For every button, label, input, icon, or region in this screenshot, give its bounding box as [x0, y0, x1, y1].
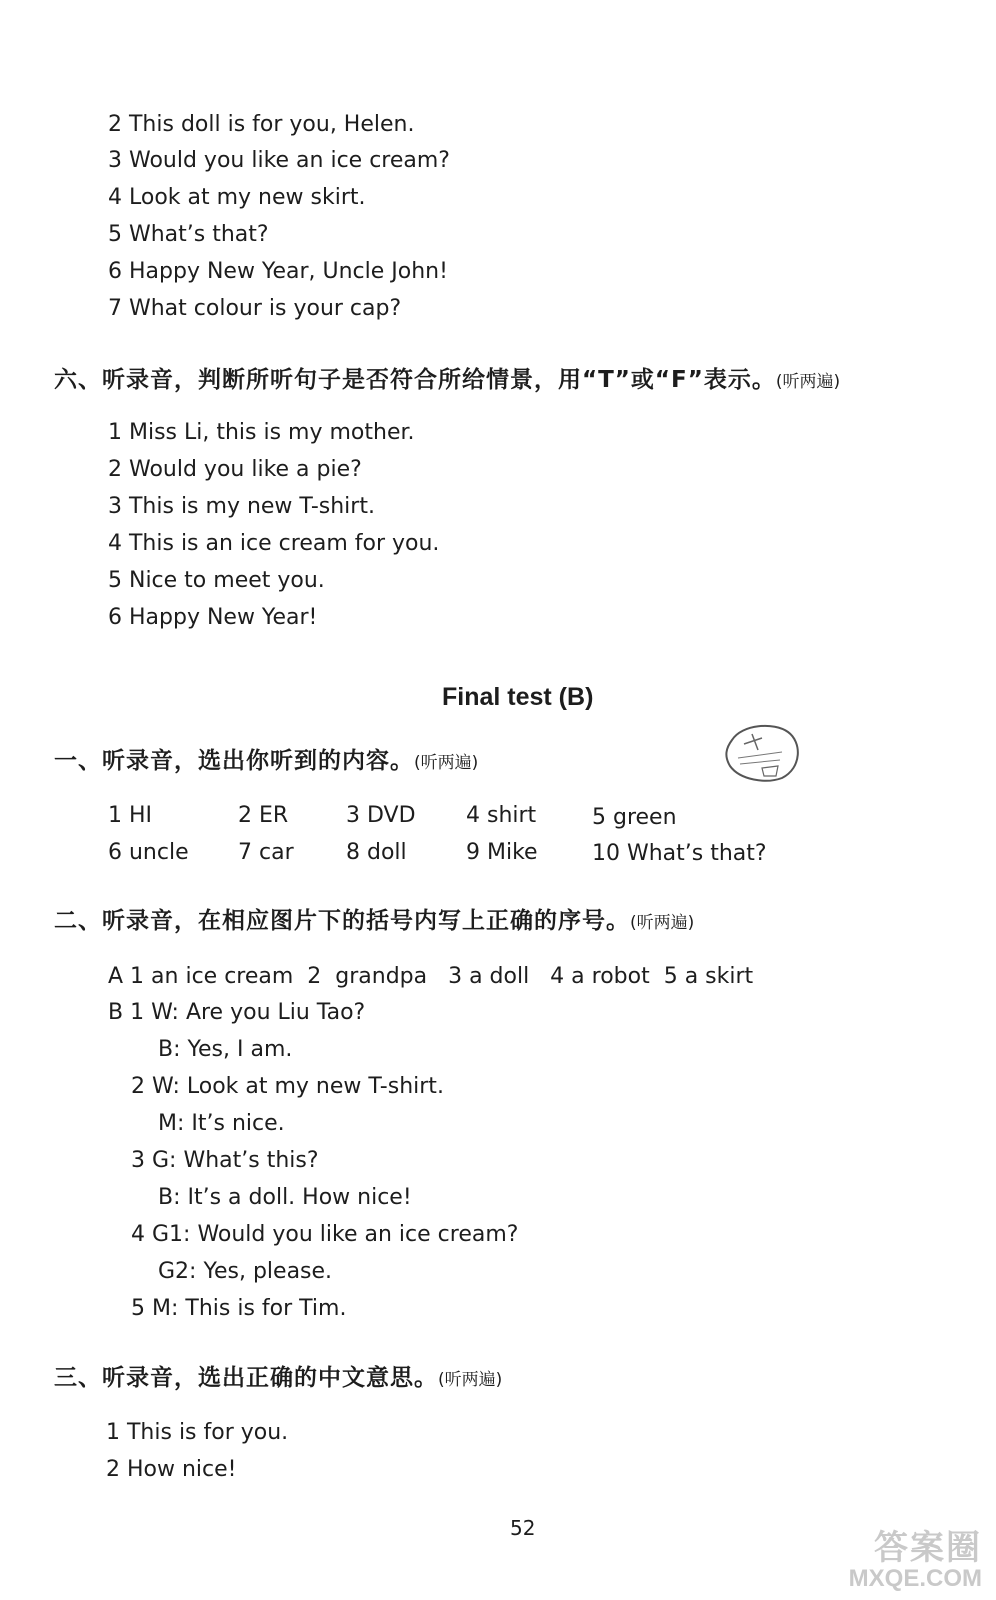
answer-line: 3 Would you like an ice cream? — [108, 148, 450, 173]
page-title: Final test (B) — [442, 683, 594, 711]
answer-line: 5 Nice to meet you. — [108, 568, 325, 593]
answer-line: 2 Would you like a pie? — [108, 457, 362, 482]
answer-line: G2: Yes, please. — [158, 1259, 333, 1284]
answer-line: B: It’s a doll. How nice! — [158, 1185, 412, 1210]
answer-line: 2 How nice! — [106, 1457, 237, 1482]
option-item: 7 car — [238, 840, 294, 865]
answer-line: B 1 W: Are you Liu Tao? — [108, 1000, 366, 1025]
answer-line: B: Yes, I am. — [158, 1037, 293, 1062]
option-item: 1 HI — [108, 803, 153, 828]
watermark-logo: 答案圈 — [874, 1529, 982, 1567]
heading-note: (听两遍) — [414, 753, 479, 773]
option-item: 3 DVD — [346, 803, 416, 828]
option-item: 5 green — [592, 805, 677, 830]
page-number: 52 — [510, 1516, 536, 1540]
answer-line: 5 M: This is for Tim. — [131, 1296, 347, 1321]
option-item: 10 What’s that? — [592, 841, 767, 866]
option-item: 8 doll — [346, 840, 407, 865]
answer-line: 4 Look at my new skirt. — [108, 185, 366, 210]
answer-line: A 1 an ice cream 2 grandpa 3 a doll 4 a robot 5 a skirt — [108, 964, 754, 989]
option-item: 4 shirt — [466, 803, 537, 828]
watermark — [849, 1530, 982, 1592]
section-heading — [54, 1362, 502, 1396]
heading-note: (听两遍) — [775, 372, 841, 392]
stamp-seal — [722, 722, 804, 784]
section-heading — [54, 905, 694, 939]
watermark-url: MXQE.COM — [848, 1565, 982, 1592]
heading-text: 二、听录音，在相应图片下的括号内写上正确的序号。 — [54, 908, 630, 934]
answer-line: 2 W: Look at my new T-shirt. — [131, 1074, 444, 1099]
answer-line: 6 Happy New Year! — [108, 605, 318, 630]
section-heading — [54, 364, 840, 398]
answer-line: 3 This is my new T-shirt. — [108, 494, 375, 519]
heading-text: 六、听录音，判断所听句子是否符合所给情景，用“T”或“F”表示。 — [54, 367, 776, 393]
answer-line: 6 Happy New Year, Uncle John! — [108, 259, 448, 284]
answer-line: 1 This is for you. — [106, 1420, 289, 1445]
option-item: 9 Mike — [466, 840, 538, 865]
heading-note: (听两遍) — [438, 1370, 503, 1390]
option-item: 2 ER — [238, 803, 289, 828]
option-item: 6 uncle — [108, 840, 189, 865]
heading-note: (听两遍) — [630, 913, 695, 933]
heading-text: 三、听录音，选出正确的中文意思。 — [54, 1365, 438, 1391]
answer-line: M: It’s nice. — [158, 1111, 285, 1136]
answer-line: 4 This is an ice cream for you. — [108, 531, 440, 556]
answer-line: 5 What’s that? — [108, 222, 269, 247]
answer-line: 7 What colour is your cap? — [108, 296, 402, 321]
answer-line: 1 Miss Li, this is my mother. — [108, 420, 415, 445]
answer-line: 3 G: What’s this? — [131, 1148, 319, 1173]
section-heading — [54, 745, 478, 779]
answer-line: 2 This doll is for you, Helen. — [108, 112, 415, 137]
heading-text: 一、听录音，选出你听到的内容。 — [54, 748, 414, 774]
answer-line: 4 G1: Would you like an ice cream? — [131, 1222, 519, 1247]
